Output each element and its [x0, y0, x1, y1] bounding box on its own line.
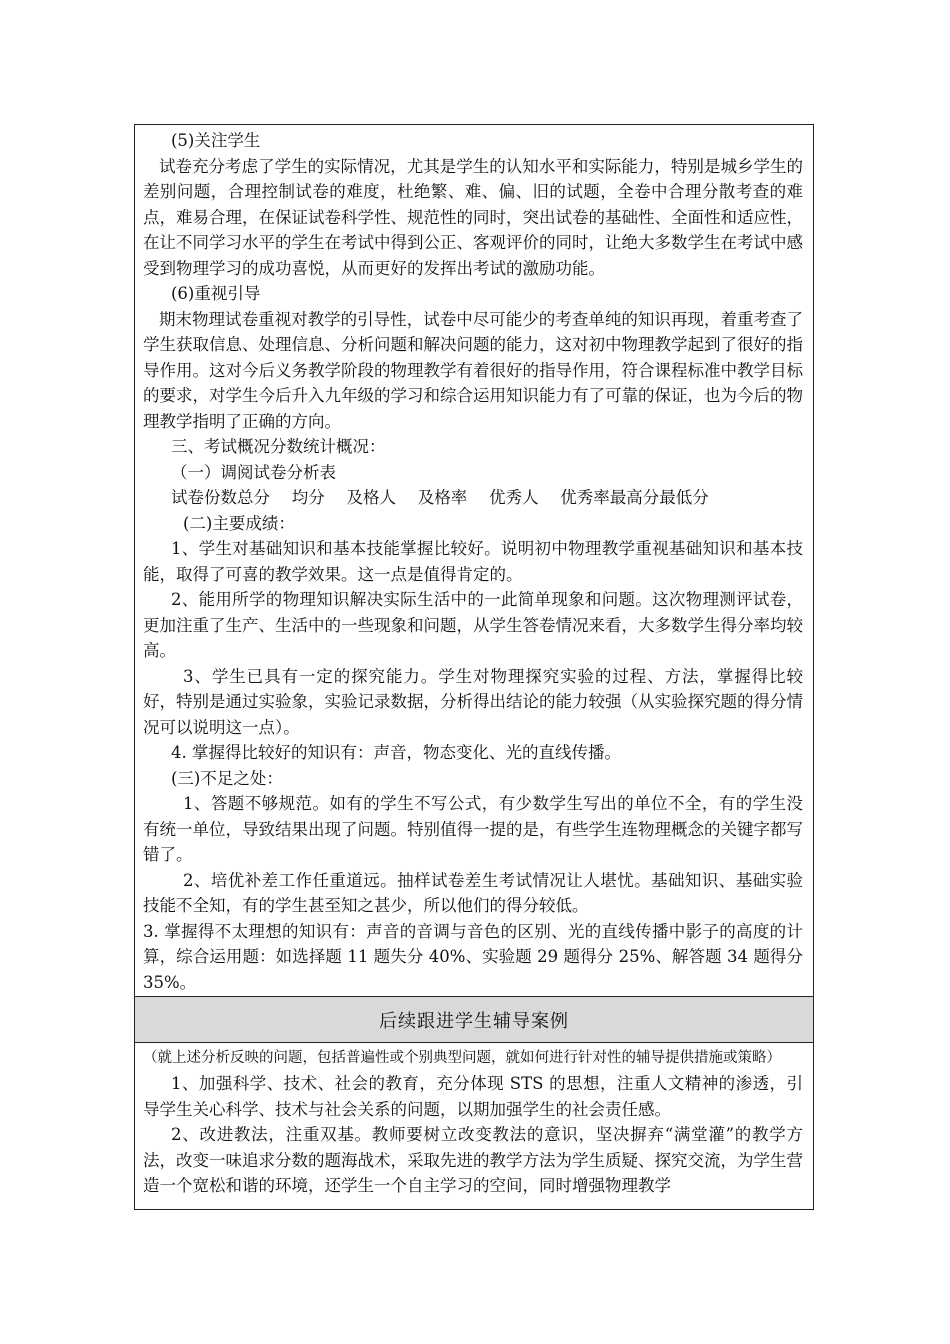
- heading-score-stats: 三、考试概况分数统计概况：: [171, 437, 386, 456]
- shortcoming-2: 2、培优补差工作任重道远。抽样试卷差生考试情况让人堪忧。基础知识、基础实验技能不全知，有的学生甚至知之甚少，所以他们的得分较低。: [143, 870, 803, 915]
- paragraph-focus-students: 试卷充分考虑了学生的实际情况，尤其是学生的认知水平和实际能力，特别是城乡学生的差别问题，合理控制试卷的难度，杜绝繁、难、偏、旧的试题，全卷中合理分散考查的难点，难易合理，在保证试卷科学性、规范性的同时，突出试卷的基础性、全面性和适应性，在让不同学习水平的学生在考试中得到公正、客观评价的同时，让绝大多数学生在考试中感受到物理学习的成功喜悦，从而更好的发挥出考试的激励功能。: [143, 156, 803, 278]
- paragraph-guidance: 期末物理试卷重视对教学的引导性，试卷中尽可能少的考查单纯的知识再现，着重考查了学生获取信息、处理信息、分析问题和解决问题的能力，这对初中物理教学起到了很好的指导作用。这对今后义务教学阶段的物理教学有着很好的指导作用，符合课程标准中教学目标的要求，对学生今后升入九年级的学习和综合运用知识能力有了可靠的保证，也为今后的物理教学指明了正确的方向。: [143, 309, 803, 431]
- heading-paper-table: （一）调阅试卷分析表: [171, 462, 336, 482]
- achievement-3: 3、学生已具有一定的探究能力。学生对物理探究实验的过程、方法，掌握得比较好，特别是通过实验象，实验记录数据，分析得出结论的能力较强（从实验探究题的得分情况可以说明这一点）。: [143, 666, 803, 737]
- analysis-cell: [135, 125, 813, 997]
- heading-focus-students: (5)关注学生: [171, 131, 261, 150]
- measure-2: 2、改进教法，注重双基。教师要树立改变教法的意识，坚决摒弃“满堂灌”的教学方法，改变一味追求分数的题海战术，采取先进的教学方法为学生质疑、探究交流，为学生营造一个宽松和谐的环境，还学生一个自主学习的空间，同时增强物理教学: [143, 1125, 803, 1195]
- instruction-note: （就上述分析反映的问题，包括普遍性或个别典型问题，就如何进行针对性的辅导提供措施或策略）: [143, 1050, 781, 1066]
- shortcoming-3: 3. 掌握得不太理想的知识有：声音的音调与音色的区别、光的直线传播中影子的高度的计算，综合运用题：如选择题 11 题失分 40%、实验题 29 题得分 25%、解答题 34 题得分 35%。: [143, 921, 803, 992]
- follow-up-cell: [135, 1043, 813, 1209]
- stats-columns-row: 试卷份数总分 均分 及格人 及格率 优秀人 优秀率最高分最低分: [171, 488, 709, 507]
- achievement-4: 4. 掌握得比较好的知识有：声音，物态变化、光的直线传播。: [171, 743, 621, 762]
- achievement-1: 1、学生对基础知识和基本技能掌握比较好。说明初中物理教学重视基础知识和基本技能，取得了可喜的教学效果。这一点是值得肯定的。: [143, 539, 803, 584]
- shortcoming-1: 1、答题不够规范。如有的学生不写公式，有少数学生写出的单位不全，有的学生没有统一单位，导致结果出现了问题。特别值得一提的是，有些学生连物理概念的关键字都写错了。: [143, 794, 803, 864]
- heading-achievements: (二)主要成绩：: [183, 513, 295, 533]
- measure-1: 1、加强科学、技术、社会的教育，充分体现 STS 的思想，注重人文精神的渗透，引导学生关心科学、技术与社会关系的问题，以期加强学生的社会责任感。: [143, 1074, 803, 1119]
- heading-shortcomings: (三)不足之处：: [171, 768, 283, 788]
- achievement-2: 2、能用所学的物理知识解决实际生活中的一此简单现象和问题。这次物理测评试卷，更加注重了生产、生活中的一些现象和问题，从学生答卷情况来看，大多数学生得分率均较高。: [143, 590, 803, 660]
- report-table: [134, 124, 814, 1210]
- section-title: 后续跟进学生辅导案例: [135, 997, 813, 1043]
- heading-guidance: (6)重视引导: [171, 284, 261, 303]
